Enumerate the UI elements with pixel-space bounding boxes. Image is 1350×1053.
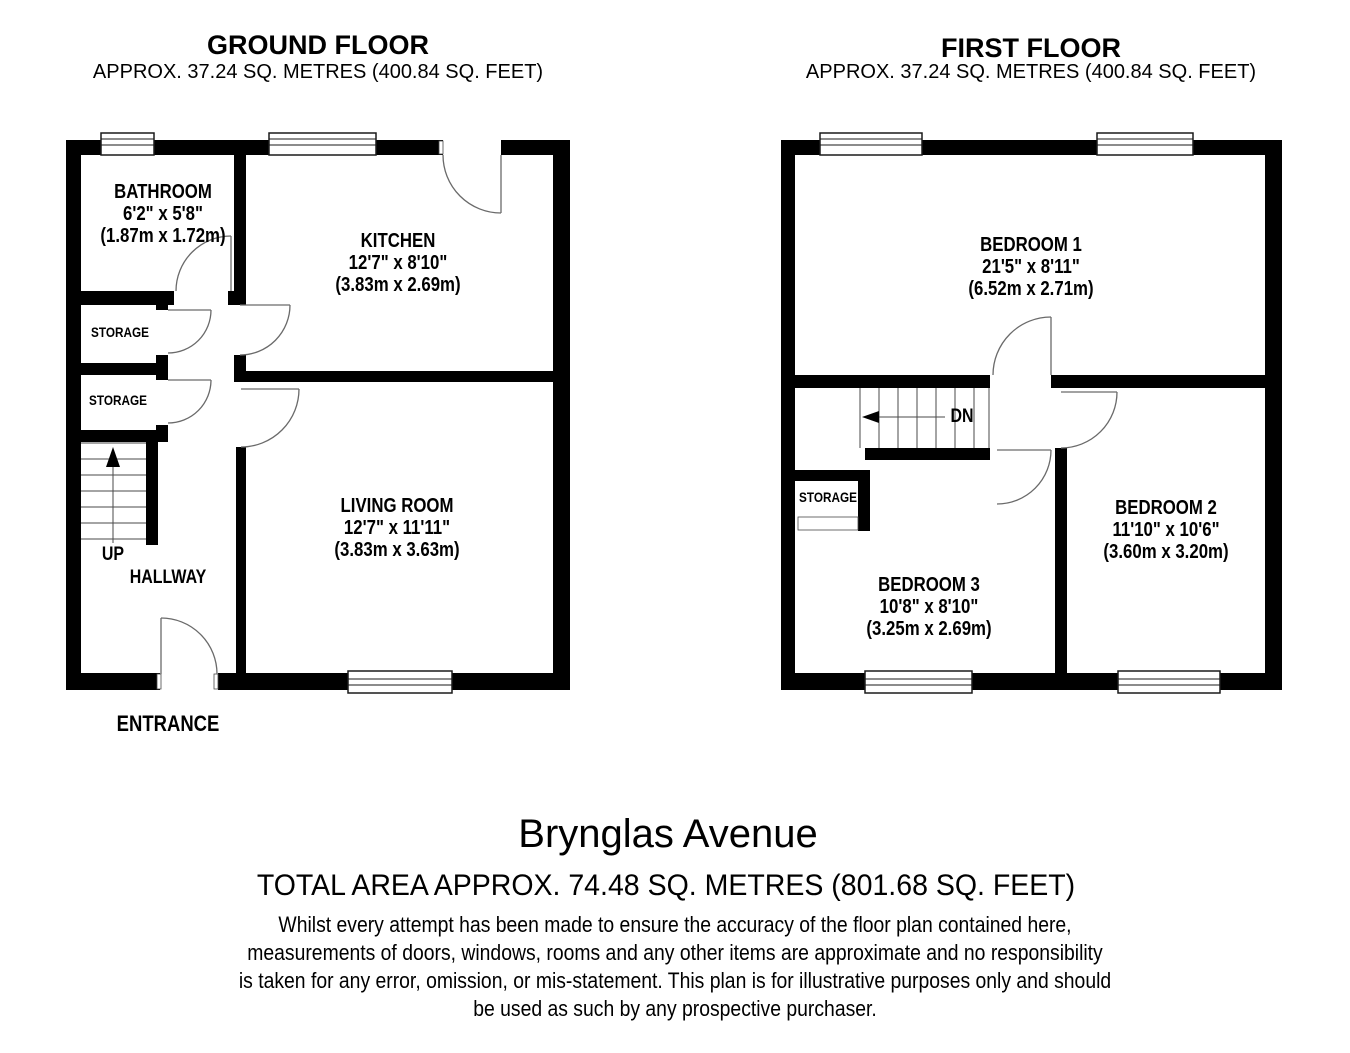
- room-name: KITCHEN: [360, 230, 436, 252]
- window-frame: [1097, 133, 1193, 155]
- disclaimer: [179, 911, 1170, 1023]
- room-dims-imperial: 11'10" x 10'6": [1112, 519, 1220, 541]
- first-floor-windows: [798, 133, 1220, 693]
- wall: [234, 155, 246, 293]
- disclaimer-line: is taken for any error, omission, or mis-statement. This plan is for illustrative purposes only and should: [238, 968, 1112, 993]
- bedroom3-window: [865, 671, 972, 693]
- wall: [1055, 448, 1067, 673]
- wall: [1220, 673, 1282, 690]
- wall: [972, 673, 1118, 690]
- wall: [553, 140, 570, 690]
- window-frame: [348, 671, 452, 693]
- door-arc: [997, 450, 1051, 504]
- door-jamb: [157, 674, 161, 689]
- living-room-window: [348, 671, 452, 693]
- property-name: Brynglas Avenue: [518, 812, 818, 856]
- wall: [228, 291, 246, 305]
- window-frame: [1118, 671, 1220, 693]
- room-label-storage-first-floor: STORAGE: [799, 489, 857, 505]
- wall: [452, 673, 570, 690]
- wall: [146, 430, 158, 545]
- room-label-storage-2: STORAGE: [89, 392, 147, 408]
- wall: [376, 140, 443, 155]
- disclaimer-line: measurements of doors, windows, rooms and any other items are approximate and no responsibility: [247, 940, 1103, 965]
- room-label-bedroom-2: [1103, 497, 1228, 563]
- window-frame: [101, 133, 154, 155]
- door-jamb: [439, 141, 443, 154]
- door-arc: [168, 380, 211, 423]
- room-dims-imperial: 12'7" x 8'10": [348, 252, 448, 274]
- door-arc: [168, 310, 211, 353]
- room-dims-imperial: 10'8" x 8'10": [879, 596, 979, 618]
- room-label-bedroom-3: [866, 574, 991, 640]
- wall: [236, 447, 246, 673]
- room-dims-imperial: 6'2" x 5'8": [123, 203, 203, 225]
- bedroom1-window-right: [1097, 133, 1193, 155]
- room-dims-metric: (3.60m x 3.20m): [1103, 541, 1229, 563]
- room-dims-metric: (6.52m x 2.71m): [968, 278, 1094, 300]
- up-label: UP: [101, 544, 125, 565]
- wall: [1051, 375, 1265, 388]
- total-area: TOTAL AREA APPROX. 74.48 SQ. METRES (801.68 SQ. FEET): [256, 869, 1076, 902]
- door-arc: [443, 155, 501, 213]
- door-arc: [161, 618, 217, 674]
- door-jamb: [214, 674, 218, 689]
- up-arrow-icon: [106, 447, 120, 467]
- wall: [1265, 140, 1282, 690]
- room-label-bedroom-1: [968, 234, 1093, 300]
- wall: [234, 355, 246, 382]
- room-dims-metric: (3.83m x 2.69m): [335, 274, 461, 296]
- window-frame: [269, 133, 376, 155]
- room-name: BEDROOM 2: [1115, 497, 1217, 519]
- room-dims-imperial: 12'7" x 11'11": [343, 517, 451, 539]
- room-label-hallway: HALLWAY: [129, 567, 207, 588]
- room-name: BEDROOM 3: [878, 574, 980, 596]
- wall: [81, 363, 168, 375]
- bathroom-window: [101, 133, 154, 155]
- door-arc: [1061, 392, 1117, 448]
- ground-floor-title: GROUND FLOOR: [207, 30, 429, 60]
- window-frame: [865, 671, 972, 693]
- down-label: DN: [950, 406, 974, 427]
- wall: [858, 470, 870, 531]
- wall: [246, 371, 553, 382]
- room-label-storage-1: STORAGE: [91, 324, 149, 340]
- room-dims-imperial: 21'5" x 8'11": [982, 256, 1080, 278]
- wall: [81, 291, 174, 305]
- disclaimer-line: be used as such by any prospective purchaser.: [473, 996, 877, 1021]
- wall: [218, 673, 348, 690]
- room-dims-metric: (3.25m x 2.69m): [866, 618, 992, 640]
- wall: [795, 375, 990, 388]
- wall: [154, 140, 269, 155]
- wall: [922, 140, 1097, 155]
- room-name: LIVING ROOM: [340, 495, 454, 517]
- wall: [865, 448, 990, 460]
- down-arrow-icon: [862, 411, 879, 423]
- bedroom1-window-left: [820, 133, 922, 155]
- wall: [66, 673, 160, 690]
- door-arc: [240, 305, 290, 355]
- wall: [781, 673, 865, 690]
- room-dims-metric: (3.83m x 3.63m): [334, 539, 460, 561]
- first-floor-title: FIRST FLOOR: [941, 33, 1121, 63]
- room-label-kitchen: [335, 230, 460, 296]
- storage-recess: [798, 517, 858, 530]
- room-label-living-room: [334, 495, 459, 561]
- door-arc: [993, 317, 1051, 375]
- first-floor-walls: [781, 140, 1282, 690]
- entrance-label: ENTRANCE: [116, 711, 220, 736]
- wall: [66, 140, 81, 690]
- room-label-bathroom: [100, 181, 225, 247]
- kitchen-window: [269, 133, 376, 155]
- bedroom2-window: [1118, 671, 1220, 693]
- window-frame: [820, 133, 922, 155]
- first-floor-area: APPROX. 37.24 SQ. METRES (400.84 SQ. FEET): [805, 61, 1257, 83]
- room-dims-metric: (1.87m x 1.72m): [100, 225, 226, 247]
- wall: [156, 303, 168, 310]
- ground-floor-area: APPROX. 37.24 SQ. METRES (400.84 SQ. FEET): [92, 61, 544, 83]
- room-name: BATHROOM: [114, 181, 212, 203]
- disclaimer-line: Whilst every attempt has been made to ensure the accuracy of the floor plan contained here,: [278, 912, 1072, 937]
- first-floor-plan: [781, 133, 1282, 693]
- room-name: BEDROOM 1: [980, 234, 1082, 256]
- stairs-up: [81, 443, 146, 543]
- wall: [781, 140, 795, 690]
- door-arc: [241, 389, 299, 447]
